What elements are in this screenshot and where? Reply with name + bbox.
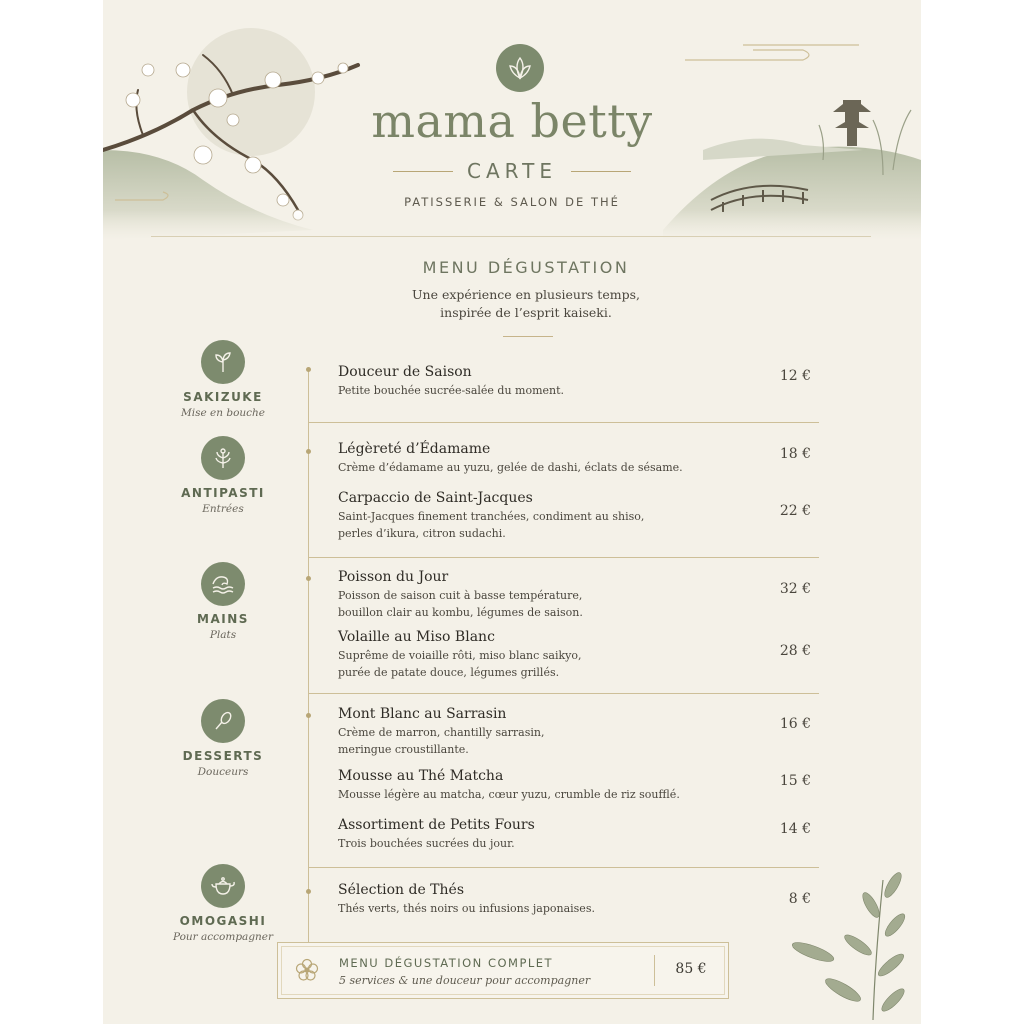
logo-badge xyxy=(496,44,544,92)
course-sakizuke xyxy=(163,340,283,419)
section-divider xyxy=(309,422,819,423)
menu-description xyxy=(103,286,921,322)
menu-page xyxy=(103,0,921,1024)
description-line: meringue croustillante. xyxy=(338,743,469,756)
description-line: perles d’ikura, citron sudachi. xyxy=(338,527,506,540)
menu-item xyxy=(338,706,818,758)
course-subtitle: Pour accompagner xyxy=(172,931,274,943)
menu-title: MENU DÉGUSTATION xyxy=(422,258,630,277)
course-name: DESSERTS xyxy=(182,749,264,763)
lotus-icon xyxy=(504,52,536,84)
course-name: SAKIZUKE xyxy=(183,390,263,404)
item-price: 8 € xyxy=(788,891,811,907)
course-subtitle: Entrées xyxy=(202,503,244,515)
description-line: bouillon clair au kombu, légumes de saison. xyxy=(338,606,583,619)
divider xyxy=(571,171,631,172)
item-name: Douceur de Saison xyxy=(338,364,472,380)
item-description: Petite bouchée sucrée-salée du moment. xyxy=(338,384,565,397)
item-name: Sélection de Thés xyxy=(338,882,464,898)
item-price: 16 € xyxy=(779,716,811,732)
whisk-icon xyxy=(201,699,245,743)
herb-icon xyxy=(201,436,245,480)
tagline: PATISSERIE & SALON DE THÉ xyxy=(404,195,620,209)
item-name: Volaille au Miso Blanc xyxy=(338,629,495,645)
timeline-dot xyxy=(305,575,312,582)
leaf-illustration xyxy=(783,860,913,1020)
description-line: Crème de marron, chantilly sarrasin, xyxy=(338,726,545,739)
item-name: Assortiment de Petits Fours xyxy=(338,817,535,833)
teapot-icon xyxy=(201,864,245,908)
item-price: 22 € xyxy=(779,503,811,519)
description-line: Suprême de voiaille rôti, miso blanc saikyo, xyxy=(338,649,582,662)
item-name: Légèreté d’Édamame xyxy=(338,441,491,457)
timeline-dot xyxy=(305,366,312,373)
summary-subtitle: 5 services & une douceur pour accompagner xyxy=(339,974,591,987)
sprout-icon xyxy=(201,340,245,384)
item-name: Carpaccio de Saint-Jacques xyxy=(338,490,533,506)
item-name: Mousse au Thé Matcha xyxy=(338,768,504,784)
summary-title: MENU DÉGUSTATION COMPLET xyxy=(339,956,554,970)
description-line: Saint-Jacques finement tranchées, condiment au shiso, xyxy=(338,510,645,523)
carte-label: CARTE xyxy=(467,159,557,183)
menu-description-line: inspirée de l’esprit kaiseki. xyxy=(440,305,612,320)
section-divider xyxy=(309,693,819,694)
item-price: 18 € xyxy=(779,446,811,462)
item-price: 14 € xyxy=(779,821,811,837)
timeline-dot xyxy=(305,888,312,895)
item-description: Thés verts, thés noirs ou infusions japonaises. xyxy=(338,902,595,915)
description-line: purée de patate douce, légumes grillés. xyxy=(338,666,560,679)
item-name: Poisson du Jour xyxy=(338,569,449,585)
description-line: Poisson de saison cuit à basse température, xyxy=(338,589,583,602)
item-price: 28 € xyxy=(779,643,811,659)
course-omogashi xyxy=(163,864,283,943)
course-mains xyxy=(163,562,283,641)
flower-icon xyxy=(294,957,320,983)
divider xyxy=(393,171,453,172)
brand-name: mama betty xyxy=(371,94,653,148)
menu-summary-box xyxy=(277,942,729,999)
item-price: 12 € xyxy=(779,368,811,384)
course-name: ANTIPASTI xyxy=(181,486,265,500)
item-description: Mousse légère au matcha, cœur yuzu, crumble de riz soufflé. xyxy=(338,788,680,801)
menu-description-line: Une expérience en plusieurs temps, xyxy=(412,287,640,302)
carte-row xyxy=(103,159,921,183)
course-name: MAINS xyxy=(197,612,249,626)
timeline-dot xyxy=(305,712,312,719)
item-description: Crème d’édamame au yuzu, gelée de dashi, éclats de sésame. xyxy=(338,461,683,474)
section-divider xyxy=(309,867,819,868)
header-divider xyxy=(151,236,871,237)
course-desserts xyxy=(163,699,283,778)
item-price: 15 € xyxy=(779,773,811,789)
summary-price: 85 € xyxy=(675,961,707,977)
course-subtitle: Plats xyxy=(209,629,237,641)
wave-icon xyxy=(201,562,245,606)
course-name: OMOGASHI xyxy=(179,914,267,928)
course-subtitle: Mise en bouche xyxy=(180,407,266,419)
divider xyxy=(503,336,553,337)
item-description: Trois bouchées sucrées du jour. xyxy=(338,837,515,850)
course-subtitle: Douceurs xyxy=(197,766,249,778)
item-price: 32 € xyxy=(779,581,811,597)
section-divider xyxy=(309,557,819,558)
timeline-dot xyxy=(305,448,312,455)
item-name: Mont Blanc au Sarrasin xyxy=(338,706,507,722)
course-antipasti xyxy=(163,436,283,515)
